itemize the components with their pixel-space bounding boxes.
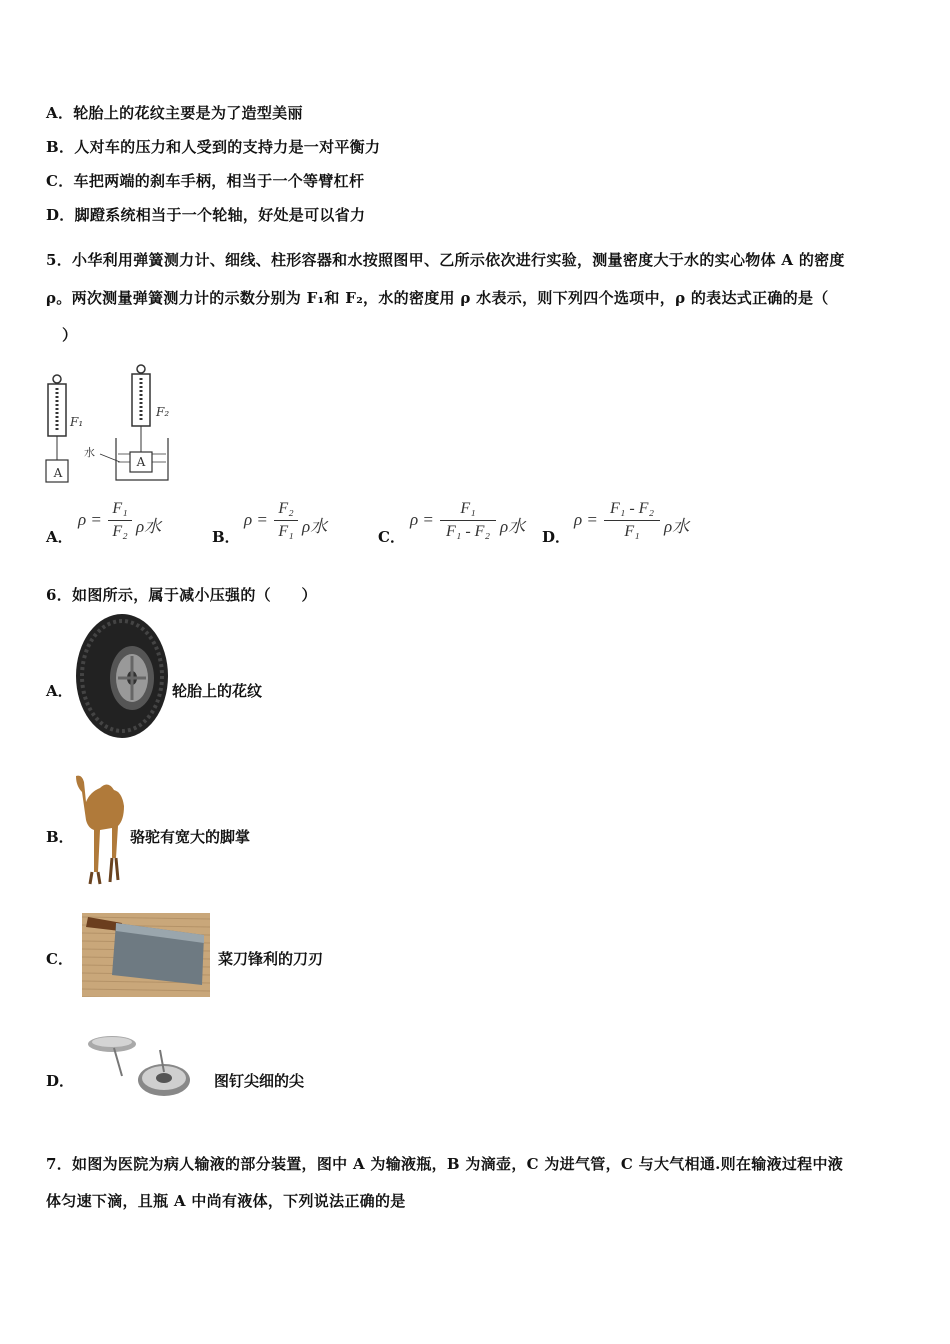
q6-option-c-label: C． — [46, 950, 73, 968]
q7-stem-line2: 体匀速下滴，且瓶 A 中尚有液体，下列说法正确的是 — [46, 1192, 406, 1210]
q5-option-c-rho-water: ρ水 — [500, 517, 526, 536]
q5-option-d-label: D． — [542, 528, 571, 546]
q5-stem-line2: ρ。两次测量弹簧测力计的示数分别为 F₁和 F₂，水的密度用 ρ 水表示，则下列四个选项中，ρ 的表达式正确的是（ — [46, 289, 829, 307]
block-a-right: A — [136, 455, 146, 469]
q5-option-c-label: C． — [378, 528, 405, 546]
q4-option-a: A．轮胎上的花纹主要是为了造型美丽 — [46, 104, 303, 122]
tire-image — [74, 612, 170, 740]
water-label: 水 — [84, 446, 95, 459]
cleaver-image — [82, 913, 210, 997]
q6-option-d-caption: 图钉尖细的尖 — [214, 1072, 305, 1090]
camel-image — [70, 772, 128, 888]
q6-option-d-label: D． — [46, 1072, 75, 1090]
q5-option-c-formula: ρ = — [410, 510, 434, 529]
q5-stem-line3: ） — [62, 326, 78, 344]
q6-option-a-caption: 轮胎上的花纹 — [172, 682, 263, 700]
q7-stem-line1: 7．如图为医院为病人输液的部分装置，图中 A 为输液瓶，B 为滴壶，C 为进气管，C 与大气相通.则在输液过程中液 — [46, 1155, 844, 1173]
q5-option-c-fraction: F₁ F₁ - F₂ — [440, 500, 496, 541]
q6-option-b-label: B． — [46, 828, 74, 846]
spring-scale-figure — [40, 362, 180, 490]
q5-option-d-fraction: F₁ - F₂ F₁ — [604, 500, 660, 541]
q6-option-c-caption: 菜刀锋利的刀刃 — [218, 950, 324, 968]
q5-option-d-rho-water: ρ水 — [664, 517, 690, 536]
q5-option-d-formula: ρ = — [574, 510, 598, 529]
q4-option-d: D．脚蹬系统相当于一个轮轴，好处是可以省力 — [46, 206, 366, 224]
block-a-left: A — [53, 466, 63, 480]
q6-option-a-label: A． — [46, 682, 73, 700]
q4-option-c: C．车把两端的刹车手柄，相当于一个等臂杠杆 — [46, 172, 365, 190]
q5-option-a-formula: ρ = — [78, 510, 102, 529]
q5-stem-line1: 5．小华利用弹簧测力计、细线、柱形容器和水按照图甲、乙所示依次进行实验，测量密度大于水的实心物体 A 的密度 — [46, 251, 845, 269]
q6-option-b-caption: 骆驼有宽大的脚掌 — [130, 828, 251, 846]
q5-option-a-rho-water: ρ水 — [136, 517, 162, 536]
q4-option-b: B．人对车的压力和人受到的支持力是一对平衡力 — [46, 138, 381, 156]
q5-option-b-formula: ρ = — [244, 510, 268, 529]
q5-option-b-rho-water: ρ水 — [302, 517, 328, 536]
q5-option-a-label: A． — [46, 528, 73, 546]
q5-option-b-label: B． — [212, 528, 240, 546]
thumbtack-image — [88, 1030, 196, 1100]
f1-label: F₁ — [70, 415, 84, 429]
q5-option-a-fraction: F₁ F₂ — [108, 500, 132, 541]
q5-option-b-fraction: F₂ F₁ — [274, 500, 298, 541]
f2-label: F₂ — [156, 405, 170, 419]
q6-stem: 6．如图所示，属于减小压强的（ ） — [46, 586, 317, 604]
spring-scale-right — [100, 365, 168, 480]
